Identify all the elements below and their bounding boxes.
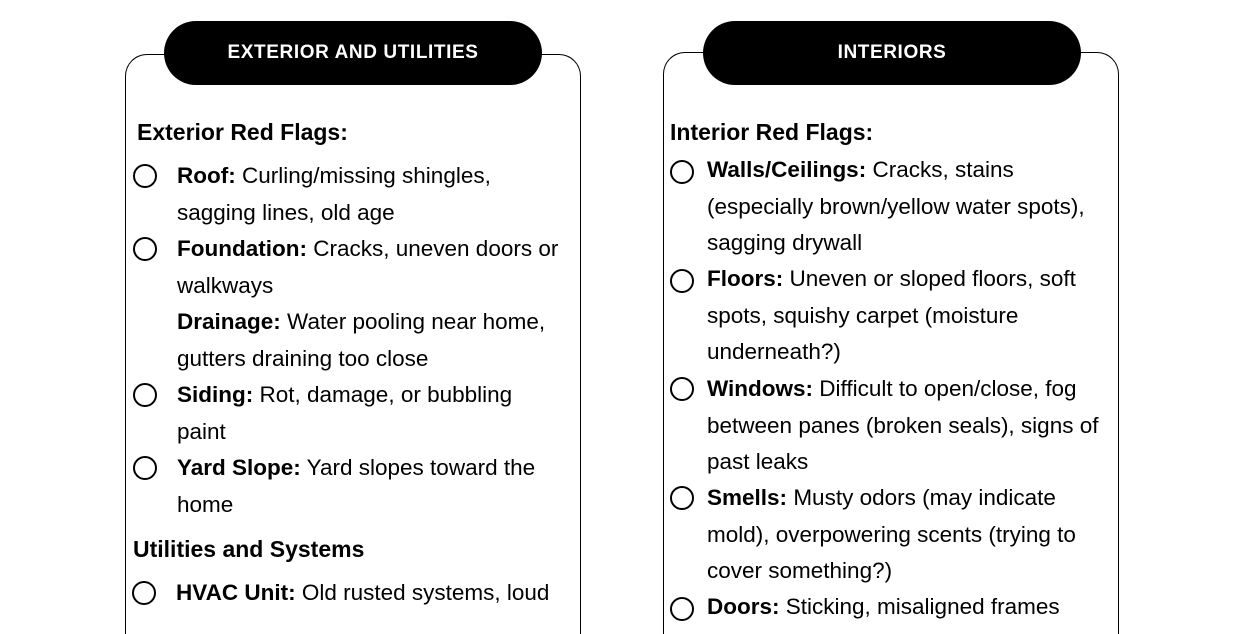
item-text: Yard slopes toward the home [177,455,536,517]
item-label: Drainage: [177,309,281,334]
item-label: Siding: [177,382,254,407]
checklist-item-hvac [132,575,577,612]
item-text: Cracks, uneven doors or walkways [177,236,559,298]
checklist-item-smells [670,480,1115,590]
item-label: Foundation: [177,236,307,261]
checklist-item-foundation [133,231,573,304]
checkbox-circle-icon[interactable] [133,237,157,261]
checkbox-circle-icon[interactable] [133,383,157,407]
checkbox-circle-icon[interactable] [670,377,694,401]
checklist-item-floors [670,261,1100,371]
checklist-item-siding [133,377,533,450]
item-label: Windows: [707,376,814,401]
checklist-item-roof [133,158,563,231]
item-text: Cracks, stains (especially brown/yellow water spots), sagging drywall [707,157,1085,255]
checkbox-circle-icon[interactable] [670,269,694,293]
checkbox-circle-icon[interactable] [132,581,156,605]
checklist-item-drainage [133,304,573,377]
item-label: Doors: [707,594,780,619]
item-text: Rot, damage, or bubbling paint [177,382,513,444]
checklist-item-yard-slope [133,450,563,523]
item-label: Walls/Ceilings: [707,157,867,182]
checklist-item-windows [670,371,1122,481]
exterior-utilities-tab [164,21,542,85]
checkbox-circle-icon[interactable] [670,486,694,510]
checkbox-circle-icon[interactable] [133,164,157,188]
item-text: Water pooling near home, gutters draining too close [177,309,546,371]
exterior-utilities-title: EXTERIOR AND UTILITIES [227,42,479,63]
item-label: HVAC Unit: [176,580,296,605]
item-label: Smells: [707,485,788,510]
item-text: Difficult to open/close, fog between panes (broken seals), signs of past leaks [707,376,1099,474]
exterior-red-flags-heading: Exterior Red Flags: [137,119,348,145]
item-text: Musty odors (may indicate mold), overpowering scents (trying to cover something?) [707,485,1076,583]
interior-red-flags-heading: Interior Red Flags: [670,119,874,145]
utilities-systems-heading: Utilities and Systems [133,536,365,562]
interiors-title: INTERIORS [837,42,947,63]
checkbox-circle-icon[interactable] [670,597,694,621]
item-text: Curling/missing shingles, sagging lines, old age [177,163,491,225]
item-label: Roof: [177,163,236,188]
item-label: Floors: [707,266,784,291]
item-label: Yard Slope: [177,455,301,480]
checklist-item-doors [670,589,1115,626]
interiors-tab [703,21,1081,85]
checkbox-circle-icon[interactable] [670,160,694,184]
item-text: Old rusted systems, loud [301,580,550,605]
checkbox-circle-icon[interactable] [133,456,157,480]
item-text: Sticking, misaligned frames [785,594,1060,619]
checklist-item-walls-ceilings [670,152,1120,262]
item-text: Uneven or sloped floors, soft spots, squishy carpet (moisture underneath?) [707,266,1076,364]
